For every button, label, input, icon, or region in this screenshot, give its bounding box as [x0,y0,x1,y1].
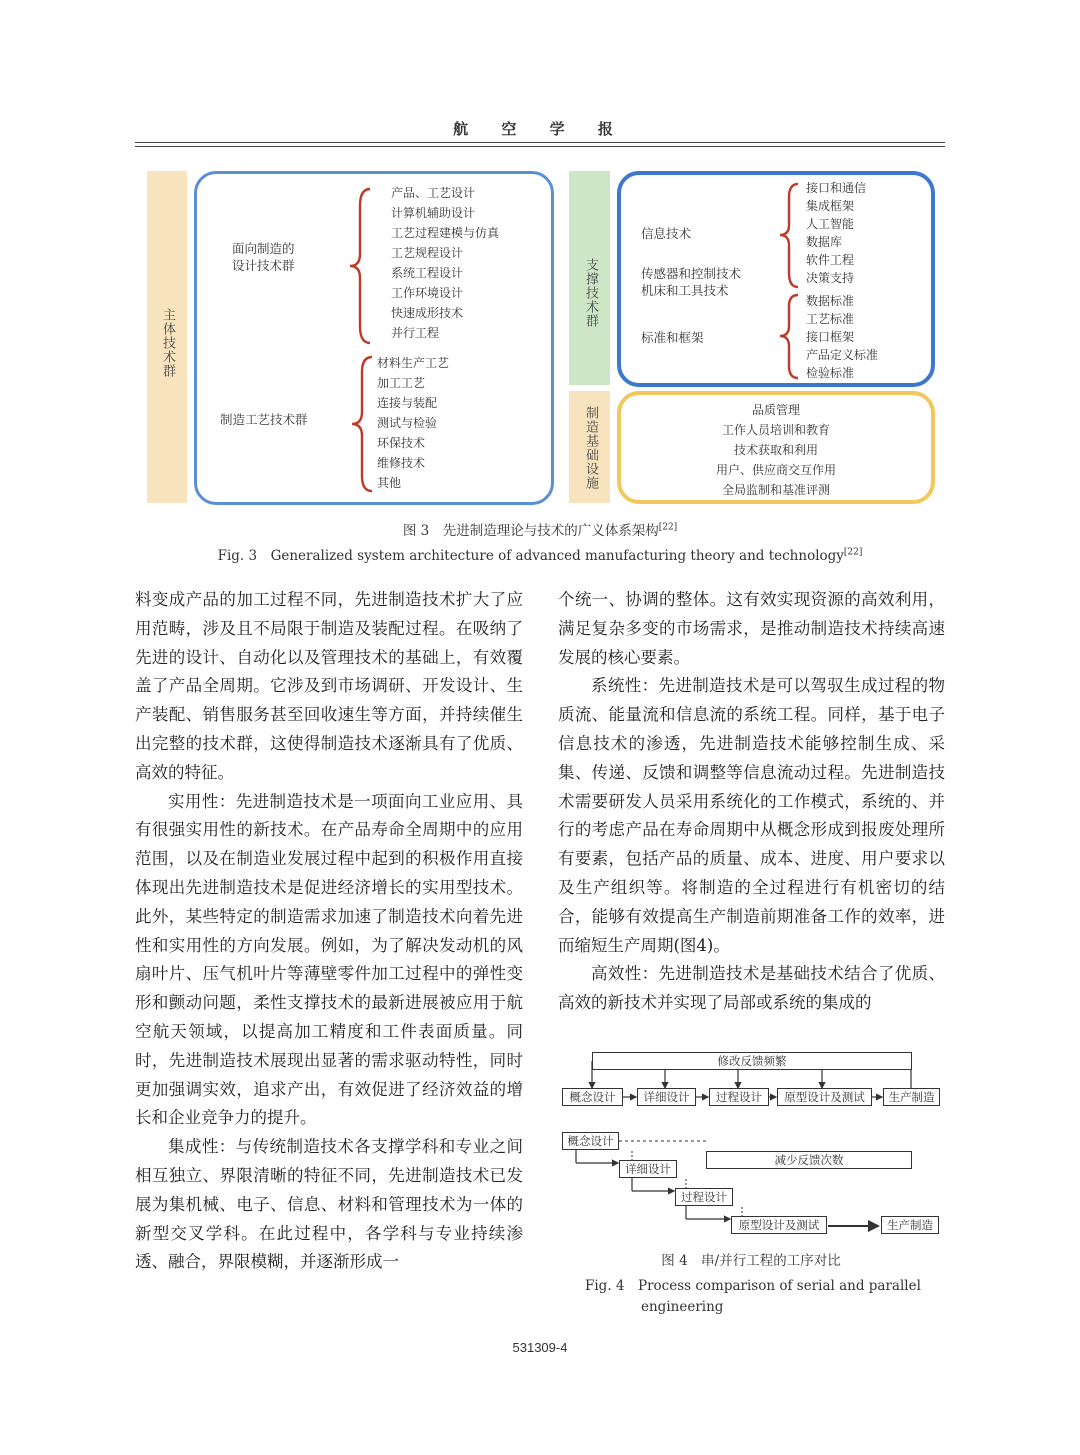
sensor-tech-label: 传感器和控制技术 机床和工具技术 [641,266,742,298]
serial-step-box: 过程设计 [709,1088,769,1106]
list-item: 计算机辅助设计 [391,206,476,220]
paragraph: 系统性：先进制造技术是可以驾驭生成过程的物质流、能量流和信息流的系统工程。同样，基于电子信息技术的渗透，先进制造技术能够控制生成、采集、传递、反馈和调整等信息流动过程。先进制造技术需要研发人员采用系统化的工作模式，系统的、并行的考虑产品在寿命周期中从概念形成到报废处理所有要素，包括产品的质量、成本、进度、用户要求以及生产组织等。将制造的全过程进行有机密切的结合，能够有效提高生产制造前期准备工作的效率，进而缩短生产周期(图4)。 [558,676,945,955]
list-item: 工艺规程设计 [391,246,464,260]
list-item: 测试与检验 [377,416,438,430]
info-tech-label: 信息技术 [641,226,692,241]
parallel-step-box: 过程设计 [675,1188,733,1206]
list-item: 集成框架 [806,199,855,213]
list-item: 系统工程设计 [391,266,464,280]
paragraph: 实用性：先进制造技术是一项面向工业应用、具有很强实用性的新技术。在产品寿命全周期中的应用范围，以及在制造业发展过程中起到的积极作用直接体现出先进制造技术是促进经济增长的实用型技术。此外，某些特定的制造需求加速了制造技术向着先进性和实用性的方向发展。例如，为了解决发动机的风扇叶片、压气机叶片等薄壁零件加工过程中的弹性变形和颤动问题，柔性支撑技术的最新进展被应用于航空航天领域，以提高加工精度和工件表面质量。同时，先进制造技术展现出显著的需求驱动特性，同时更加强调实效，追求产出，有效促进了经济效益的增长和企业竞争力的提升。 [135,791,523,1128]
figure-4 [556,1045,946,1245]
paragraph: 高效性：先进制造技术是基础技术结合了优质、高效的新技术并实现了局部或系统的集成的 [558,964,945,1013]
list-item: 工艺过程建模与仿真 [391,226,500,240]
support-tech-strip-label: 支撑技术群 [583,258,598,328]
serial-step-box: 详细设计 [637,1088,696,1106]
list-item: 品质管理 [751,403,800,417]
main-tech-strip-label: 主体技术群 [160,308,175,378]
list-item: 数据库 [806,235,843,249]
paragraph: 个统一、协调的整体。这有效实现资源的高效利用，满足复杂多变的市场需求，是推动制造技术持续高速发展的核心要素。 [558,590,945,667]
info-items-list [806,179,866,287]
parallel-step-box: 生产制造 [881,1216,939,1234]
list-item: 产品、工艺设计 [391,186,476,200]
list-item: 维修技术 [377,456,426,470]
list-item: 人工智能 [806,217,855,231]
standard-label: 标准和框架 [641,330,704,345]
mfg-items-list [377,353,449,493]
feedback-frequent-box: 修改反馈频繁 [592,1052,912,1070]
list-item: 技术获取和利用 [733,443,818,457]
parallel-step-box: 原型设计及测试 [731,1216,827,1234]
parallel-step-box: 详细设计 [619,1160,677,1178]
list-item: 快速成形技术 [391,306,464,320]
list-item: 接口和通信 [806,181,867,195]
figure-3-caption-cn: 图 3 先进制造理论与技术的广义体系架构[22] [402,522,678,539]
list-item: 环保技术 [377,436,426,450]
list-item: 决策支持 [806,271,855,285]
figure-4-caption-en-2: engineering [641,1299,724,1315]
list-item: 检验标准 [806,366,855,380]
paragraph: 集成性：与传统制造技术各支撑学科和专业之间相互独立、界限清晰的特征不同，先进制造技术已发展为集机械、电子、信息、材料和管理技术为一体的新型交叉学科。在此过程中，各学科与专业持续渗透、融合，界限模糊，并逐渐形成一 [135,1137,523,1272]
list-item: 工作人员培训和教育 [721,423,830,437]
list-item: 并行工程 [391,326,440,340]
right-column-text [558,586,945,1018]
list-item: 工艺标准 [806,312,855,326]
header-rule [135,146,945,147]
list-item: 加工工艺 [377,376,426,390]
header-rule [135,142,945,143]
page-number: 531309-4 [512,1340,568,1355]
journal-header-title: 航 空 学 报 [453,120,627,138]
list-item: 接口框架 [806,330,855,344]
serial-step-box: 原型设计及测试 [777,1088,872,1106]
list-item: 数据标准 [806,294,855,308]
design-items-list [391,183,499,343]
list-item: 其他 [377,476,402,490]
mfg-group-label: 制造工艺技术群 [220,412,308,427]
list-item: 产品定义标准 [806,348,879,362]
paragraph: 料变成产品的加工过程不同，先进制造技术扩大了应用范畴，涉及且不局限于制造及装配过程。在吸纳了先进的设计、自动化以及管理技术的基础上，有效覆盖了产品全周期。它涉及到市场调研、开发设计、生产装配、销售服务甚至回收速生等方面，并持续催生出完整的技术群，这使得制造技术逐渐具有了优质、高效的特征。 [135,590,523,782]
list-item: 用户、供应商交互作用 [715,463,836,477]
list-item: 全局监制和基准评测 [721,483,830,497]
infra-strip-label: 制造基础设施 [583,406,598,490]
infra-items-list [617,400,935,500]
figure-4-caption-cn: 图 4 串/并行工程的工序对比 [661,1253,841,1269]
list-item: 工作环境设计 [391,286,464,300]
figure-4-caption-en-1: Fig. 4 Process comparison of serial and parallel [585,1278,921,1294]
list-item: 材料生产工艺 [377,356,450,370]
standard-items-list [806,292,878,382]
figure-3-caption-en: Fig. 3 Generalized system architecture of advanced manufacturing theory and technology[22] [217,547,863,564]
design-group-label: 面向制造的 设计技术群 [232,241,295,273]
design-brace [346,186,376,346]
info-brace [776,181,804,291]
left-column-text [135,586,523,1277]
list-item: 软件工程 [806,253,855,267]
serial-step-box: 概念设计 [562,1088,623,1106]
parallel-step-box: 概念设计 [562,1132,619,1150]
list-item: 连接与装配 [377,396,438,410]
reduce-feedback-box: 减少反馈次数 [706,1151,912,1169]
serial-step-box: 生产制造 [883,1088,940,1106]
mfg-brace [348,354,378,494]
standard-brace [776,292,804,382]
